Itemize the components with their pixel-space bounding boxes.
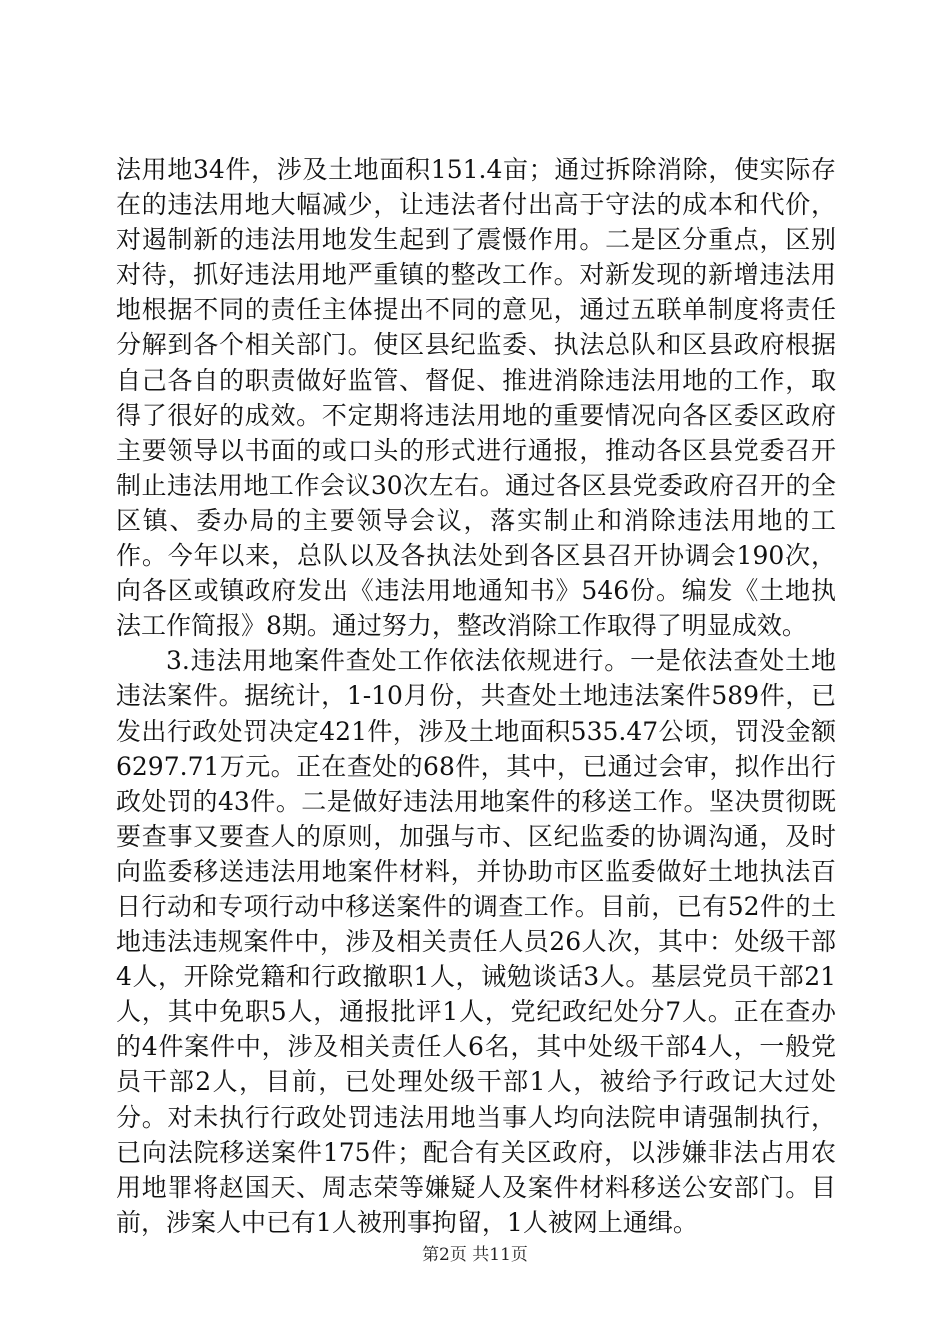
document-body bbox=[116, 152, 836, 1240]
page-number-footer: 第2页 共11页 bbox=[422, 1245, 528, 1265]
paragraph-case-handling: 3.违法用地案件查处工作依法依规进行。一是依法查处土地违法案件。据统计，1-10月份，共查处土地违法案件589件，已发出行政处罚决定421件，涉及土地面积535.47公顷，罚没金额6297.71万元。正在查处的68件，其中，已通过会审，拟作出行政处罚的43件。二是做好违法用地案件的移送工作。坚决贯彻既要查事又要查人的原则，加强与市、区纪监委的协调沟通，及时向监委移送违法用地案件材料，并协助市区监委做好土地执法百日行动和专项行动中移送案件的调查工作。目前，已有52件的土地违法违规案件中，涉及相关责任人员26人次，其中：处级干部4人，开除党籍和行政撤职1人，诫勉谈话3人。基层党员干部21人，其中免职5人，通报批评1人，党纪政纪处分7人。正在查办的4件案件中，涉及相关责任人6名，其中处级干部4人，一般党员干部2人，目前，已处理处级干部1人，被给予行政记大过处分。对未执行行政处罚违法用地当事人均向法院申请强制执行，已向法院移送案件175件；配合有关区政府，以涉嫌非法占用农用地罪将赵国天、周志荣等嫌疑人及案件材料移送公安部门。目前，涉案人中已有1人被刑事拘留，1人被网上通缉。 bbox=[116, 646, 836, 1237]
paragraph-continuation: 法用地34件，涉及土地面积151.4亩；通过拆除消除，使实际存在的违法用地大幅减少，让违法者付出高于守法的成本和代价，对遏制新的违法用地发生起到了震慑作用。二是区分重点，区别对待，抓好违法用地严重镇的整改工作。对新发现的新增违法用地根据不同的责任主体提出不同的意见，通过五联单制度将责任分解到各个相关部门。使区县纪监委、执法总队和区县政府根据自己各自的职责做好监管、督促、推进消除违法用地的工作，取得了很好的成效。不定期将违法用地的重要情况向各区委区政府主要领导以书面的或口头的形式进行通报，推动各区县党委召开制止违法用地工作会议30次左右。通过各区县党委政府召开的全区镇、委办局的主要领导会议，落实制止和消除违法用地的工作。今年以来，总队以及各执法处到各区县召开协调会190次，向各区或镇政府发出《违法用地通知书》546份。编发《土地执法工作简报》8期。通过努力，整改消除工作取得了明显成效。 bbox=[116, 155, 836, 641]
